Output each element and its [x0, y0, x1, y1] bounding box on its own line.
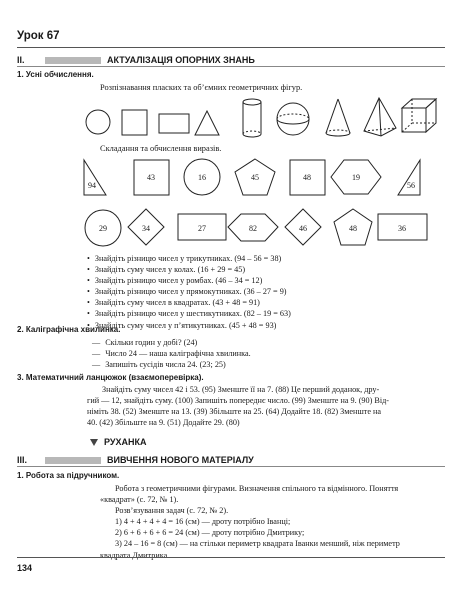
text-line: Робота з геометричними фігурами. Визначення спільного та відмінного. Поняття	[115, 484, 399, 493]
triangle-down-icon	[90, 439, 98, 446]
label-36: 36	[398, 224, 406, 233]
chain-line: Знайдіть суму чисел 42 і 53. (95) Зменште її на 7. (88) Це перший доданок, дру-	[102, 385, 380, 394]
text-line: 3) 24 – 16 = 8 (см) — на стільки периметр квадрата Іванки менший, ніж периметр	[115, 539, 400, 549]
label-29: 29	[99, 224, 107, 233]
label-16: 16	[198, 173, 206, 182]
text-line: 1) 4 + 4 + 4 + 4 = 16 (см) — дроту потрібно Іванці;	[115, 517, 291, 527]
item-1-title: 1. Усні обчислення.	[17, 70, 94, 79]
shapes-caption: Розпізнавання пласких та об’ємних геометричних фігур.	[100, 83, 303, 92]
section-2-roman: II.	[17, 55, 25, 65]
label-82: 82	[249, 224, 257, 233]
chain-line: гий — 12, знайдіть суму. (100) Запишіть попереднє число. (99) Зменште на 9. (90) Від-	[87, 396, 390, 406]
list-item: • Знайдіть суму чисел у колах. (16 + 29 = 45)	[87, 264, 291, 275]
lesson-title: Урок 67	[17, 30, 60, 42]
list-item: — Число 24 — наша каліграфічна хвилинка.	[92, 348, 251, 359]
text-line: «квадрат» (с. 72, № 1).	[100, 495, 179, 505]
page-number: 134	[17, 563, 33, 573]
label-34: 34	[142, 224, 150, 233]
list-item: • Знайдіть різницю чисел у прямокутниках. (36 – 27 = 9)	[87, 286, 291, 297]
list-item: • Знайдіть різницю чисел у ромбах. (46 – 34 = 12)	[87, 275, 291, 286]
break-title: РУХАНКА	[104, 437, 147, 447]
chain-line: 40. (42) Збільште на 9. (51) Додайте 29. (80)	[87, 418, 240, 428]
bullet-list	[87, 253, 291, 331]
text-line: 2) 6 + 6 + 6 + 6 = 24 (см) — дроту потрібно Дмитрику;	[115, 528, 305, 538]
calligraphy-list	[92, 337, 251, 370]
text-line: Розв’язування задач (с. 72, № 2).	[115, 506, 229, 516]
section-3-underline	[17, 466, 445, 467]
list-item: • Знайдіть різницю чисел у трикутниках. (94 – 56 = 38)	[87, 253, 291, 264]
label-19: 19	[352, 173, 360, 182]
expr-caption: Складання та обчислення виразів.	[100, 144, 222, 153]
label-56: 56	[407, 181, 415, 190]
section-2-title: АКТУАЛІЗАЦІЯ ОПОРНИХ ЗНАНЬ	[107, 55, 255, 65]
label-48b: 48	[349, 224, 357, 233]
list-item: — Запишіть сусідів числа 24. (23; 25)	[92, 359, 251, 370]
item-3-title: 3. Математичний ланцюжок (взаємоперевірка).	[17, 373, 204, 382]
label-94: 94	[88, 181, 96, 190]
list-item: — Скільки годин у добі? (24)	[92, 337, 251, 348]
label-43: 43	[147, 173, 155, 182]
label-46: 46	[299, 224, 307, 233]
list-item: • Знайдіть різницю чисел у шестикутниках. (82 – 19 = 63)	[87, 308, 291, 319]
chain-line: німіть 38. (52) Зменште на 13. (39) Збільште на 25. (64) Додайте 18. (82) Зменште на	[87, 407, 382, 417]
item-2-title: 2. Каліграфічна хвилинка.	[17, 325, 121, 334]
section-3-heading	[17, 455, 254, 465]
footer-rule	[17, 557, 445, 558]
section-3-roman: III.	[17, 455, 28, 465]
text-line: квадрата Дмитрика.	[100, 550, 170, 560]
label-45: 45	[251, 173, 259, 182]
list-item: • Знайдіть суму чисел у п’ятикутниках. (45 + 48 = 93)	[87, 320, 291, 331]
section-bar	[45, 457, 101, 464]
chain-paragraph	[87, 384, 389, 428]
section-3-title: ВИВЧЕННЯ НОВОГО МАТЕРІАЛУ	[107, 455, 254, 465]
section-3-paragraph	[100, 483, 400, 561]
label-27: 27	[198, 224, 206, 233]
item-iii-1-title: 1. Робота за підручником.	[17, 471, 120, 480]
list-item: • Знайдіть суму чисел в квадратах. (43 + 48 = 91)	[87, 297, 291, 308]
label-48a: 48	[303, 173, 311, 182]
break-heading	[90, 437, 146, 447]
